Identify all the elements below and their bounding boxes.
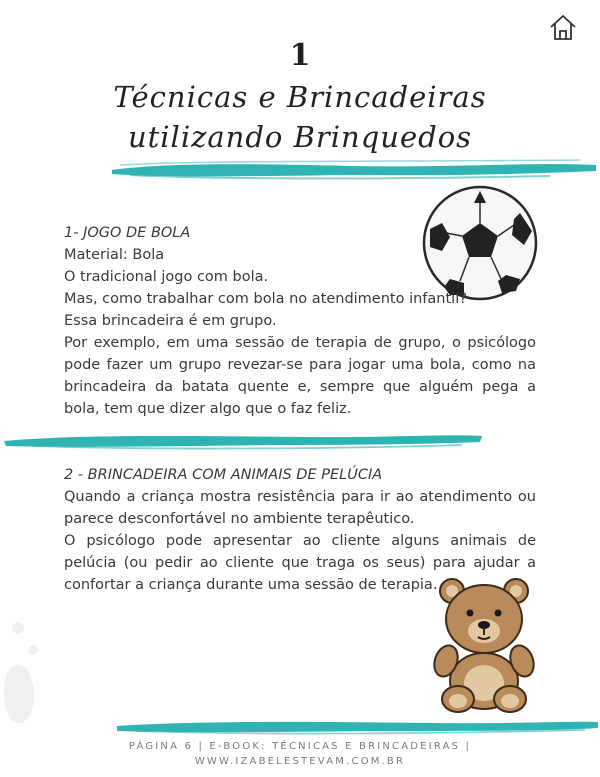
section2-paragraph: Quando a criança mostra resistência para ir ao atendimento ou parece desconfortável no ambiente terapêutico. [64, 489, 536, 527]
section2-paragraph: O psicólogo pode apresentar ao cliente alguns animais de pelúcia (ou pedir ao cliente que traga os seus) para ajudar a confortar a criança durante uma sessão de terapia. [64, 533, 536, 593]
decorative-blob [28, 645, 38, 655]
title-brush-stroke [110, 154, 598, 184]
teddy-bear-icon [430, 575, 538, 715]
section1-line: Mas, como trabalhar com bola no atendimento infantil? [64, 291, 467, 307]
middle-brush-stroke [2, 428, 484, 452]
section1-heading: 1- JOGO DE BOLA [64, 225, 191, 241]
section1-paragraph: Por exemplo, em uma sessão de terapia de grupo, o psicólogo pode fazer um grupo revezar-se para jogar uma bola, como na brincadeira da batata quente e, sempre que alguém pega a bola, tem que dizer algo que o faz feliz. [64, 335, 536, 417]
footer-brush-stroke [115, 714, 600, 738]
chapter-title-line2: utilizando Brinquedos [127, 120, 473, 154]
section1-line: O tradicional jogo com bola. [64, 269, 269, 285]
section1-line: Essa brincadeira é em grupo. [64, 313, 277, 329]
section-jogo-de-bola [64, 222, 536, 420]
footer-page-info: PÁGINA 6 | E-BOOK: TÉCNICAS E BRINCADEIRAS | [128, 741, 472, 752]
decorative-blob [4, 665, 34, 723]
section1-line: Material: Bola [64, 247, 165, 263]
section2-heading: 2 - BRINCADEIRA COM ANIMAIS DE PELÚCIA [64, 467, 383, 483]
chapter-title-line1: Técnicas e Brincadeiras [113, 80, 487, 114]
footer-website-link[interactable]: WWW.IZABELESTEVAM.COM.BR [194, 756, 406, 767]
chapter-number: 1 [289, 38, 311, 73]
decorative-blob [12, 622, 24, 634]
